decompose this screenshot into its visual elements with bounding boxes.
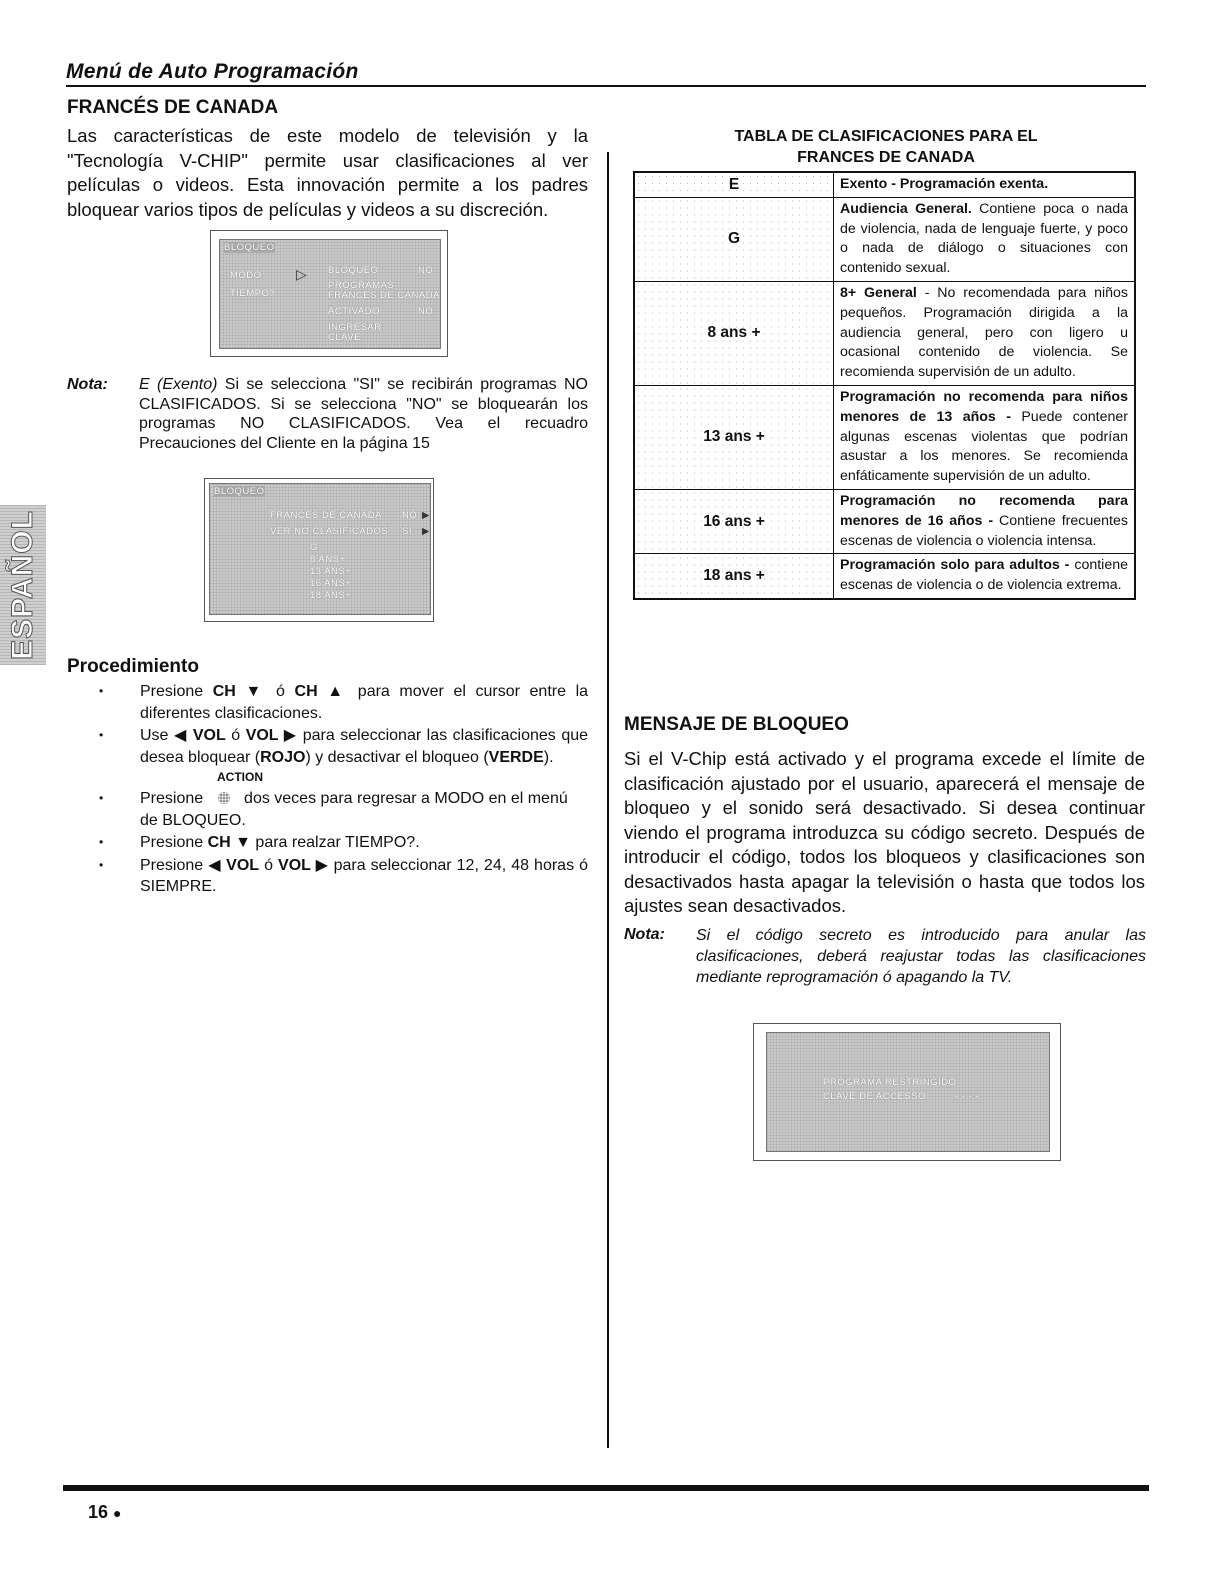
note-exento-term: E (Exento) [139,376,218,393]
intro-paragraph: Las características de este modelo de televisión y la "Tecnología V-CHIP" permite usar clasificaciones al ver películas o videos. Esta innovación permite a los padres bloquear varios tipos de películas y videos a su discreción. [67,125,588,220]
action-button-icon [218,792,230,804]
note-label: Nota: [67,376,108,393]
key-vol-left: ◀ VOL [173,727,226,744]
step-text: ). [543,748,554,766]
rating-text: - No recomendada para niños pequeños. Programación dirigida a la audiencia general, pero con ligero u ocasional contenido de violencia. Se recomienda supervisión de un adulto. [840,284,1128,381]
language-tab-label: ESPAÑOL [6,510,39,660]
rating-lead: Programación solo para adultos - [840,557,1070,574]
list-item [67,725,588,768]
message-title: MENSAJE DE BLOQUEO [624,714,849,735]
rating-lead: Programación no recomenda para menores de 16 años - [840,492,1128,529]
page-number-value: 16 [88,1502,109,1522]
footer-rule [63,1485,1149,1491]
page-title: Menú de Auto Programación [66,60,1146,87]
ratings-table [633,171,1136,600]
step-text: ó [225,727,246,744]
column-divider [607,152,609,1448]
rating-text: Puede contener algunas escenas violentas que podrían asustar a los menores. Se recomienda enfáticamente supervisión de un adulto. [840,408,1128,485]
screen-menu-item: PROGRAMAS [328,280,395,291]
step-text: Presione [140,856,209,874]
key-ch-up: CH ▲ [294,683,349,700]
screen-rating: 18 ANS+ [310,590,352,601]
bullet-icon: ● [113,1505,122,1521]
rating-code: G [634,197,834,281]
list-item [67,681,588,724]
screen-value: SI [402,526,412,537]
table-row [634,172,1135,197]
screen-menu-item: CLAVE [328,332,361,343]
note-exento-text: Si se selecciona "SI" se recibirán programas NO CLASIFICADOS. Si se selecciona "NO" se bloquearán los programas NO CLASIFICADOS. Vea el recuadro Precauciones del Cliente en la página 15 [139,376,588,452]
arrow-right-icon: ▶ [422,510,430,521]
table-row [634,197,1135,281]
rating-code: 8 ans + [634,281,834,385]
step-text: para mover el cursor entre la diferentes clasificaciones. [140,683,589,722]
key-vol-left: ◀ VOL [208,856,260,874]
cursor-arrow-icon: ▷ [296,266,308,282]
procedure-title: Procedimiento [67,656,199,677]
screen-code-placeholder: - - - - [955,1091,980,1102]
note-secret-code: Si el código secreto es introducido para anular las clasificaciones, deberá reajustar todas las clasificaciones mediante reprogramación ó apagando la TV. [696,927,1146,986]
step-text: Presione [140,790,208,807]
step-text: ó [259,856,279,874]
screen-rating: 8 ANS+ [310,554,346,565]
table-title-line: TABLA DE CLASIFICACIONES PARA EL [734,128,1038,145]
rating-code: 16 ans + [634,489,834,553]
table-row [634,554,1135,599]
screen-message: PROGRAMA RESTRINGIDO [823,1077,957,1088]
language-tab [0,505,46,665]
step-text: Presione [140,683,213,700]
table-row [634,281,1135,385]
screen-menu-item: ACTIVADO [328,306,380,317]
table-row [634,489,1135,553]
step-text: para realzar TIEMPO?. [250,834,420,851]
screen-menu-item: FRANCES DE CANADA [328,290,440,301]
screen-tab: BLOQUEO [224,242,275,253]
screen-menu-item: BLOQUEO [328,265,379,276]
screen-value: NO [418,265,434,276]
rating-text: Contiene frecuentes escenas de violencia o violencia intensa. [840,512,1128,549]
rating-description [834,197,1136,281]
table-title [620,126,1152,168]
screen-menu-item: FRANCES DE CANADA [270,510,382,521]
color-verde: VERDE [488,748,544,766]
arrow-right-icon: ▶ [422,526,430,537]
step-text: dos veces para regresar a MODO en el menú de BLOQUEO. [140,790,568,829]
key-ch-down: CH ▼ [207,834,251,851]
step-text: Presione [140,834,208,851]
screen-message: CLAVE DE ACCESSO [823,1091,926,1102]
rating-code: 18 ans + [634,554,834,599]
menu-screen-bloqueo [210,230,448,357]
table-row [634,385,1135,489]
list-item [67,855,588,898]
color-rojo: ROJO [260,748,306,766]
step-text: para seleccionar las clasificaciones que desea bloquear ( [140,727,589,766]
screen-menu-item: VER NO CLASIFICADOS [270,526,389,537]
action-button-label: • ACTION [217,770,263,784]
screen-menu-item: INGRESAR [328,322,382,333]
screen-rating: G [310,542,318,553]
blocked-program-screen [753,1023,1061,1161]
screen-rating: 16 ANS+ [310,578,352,589]
step-text: para seleccionar 12, 24, 48 horas ó SIEMPRE. [140,856,589,895]
list-item [67,770,588,831]
step-text: Use [140,727,174,744]
key-vol-right: VOL ▶ [245,727,298,744]
list-item [67,832,588,854]
screen-rating: 13 ANS+ [310,566,352,577]
screen-menu-item: MODO [230,270,262,281]
table-title-line: FRANCES DE CANADA [797,149,975,166]
rating-text: contiene escenas de violencia o de violencia extrema. [840,557,1128,594]
rating-text: Contiene poca o nada de violencia, nada de lenguaje fuerte, y poco o nada de diálogo o situaciones con contenido sexual. [840,200,1128,277]
rating-description [834,489,1136,553]
note-exento [139,375,588,453]
rating-lead: Programación no recomenda para niños menores de 13 años - [840,388,1128,425]
step-text: ó [266,683,295,700]
rating-lead: Audiencia General. [840,200,972,217]
rating-code: E [634,172,834,197]
rating-description [834,385,1136,489]
message-paragraph: Si el V-Chip está activado y el programa excede el límite de clasificación ajustado por el usuario, aparecerá el mensaje de bloqueo y el sonido será desactivado. Si desea continuar viendo el programa introduzca su código secreto. Después de introducir el código, todos los bloqueos y clasificaciones son desactivados hasta apagar la televisión o hasta que todos los ajustes sean desactivados. [624,748,1145,916]
rating-lead: Exento - Programación exenta. [840,176,1049,192]
rating-lead: 8+ General [840,284,917,301]
step-text: ) y desactivar el bloqueo ( [305,748,489,766]
key-vol-right: VOL ▶ [278,856,329,874]
menu-screen-frances-canada [204,478,434,622]
screen-value: NO [402,510,418,521]
screen-value: NO [418,306,434,317]
note-label: Nota: [624,926,665,943]
key-ch-down: CH ▼ [212,683,267,700]
rating-description [834,554,1136,599]
section-title-frances-canada: FRANCÉS DE CANADA [67,97,279,118]
rating-description [834,172,1136,197]
procedure-steps [67,681,588,899]
screen-menu-item: TIEMPO? [230,288,276,299]
rating-code: 13 ans + [634,385,834,489]
page-number [88,1502,122,1523]
rating-description [834,281,1136,385]
screen-tab: BLOQUEO [214,486,265,497]
